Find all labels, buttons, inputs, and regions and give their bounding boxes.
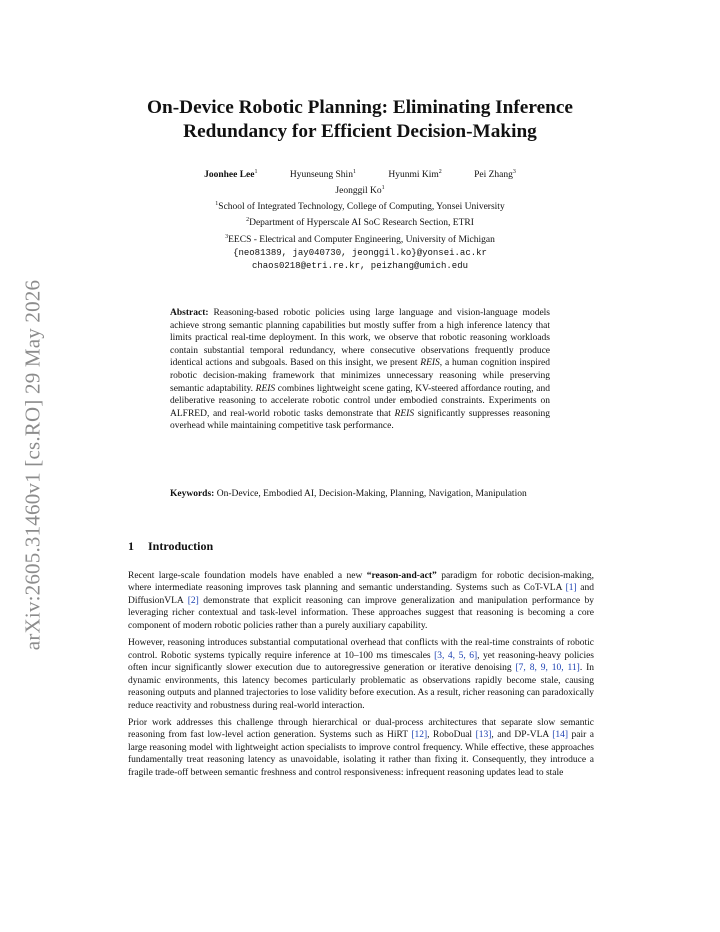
arxiv-identifier: arXiv:2605.31460v1 [cs.RO] 29 May 2026	[20, 279, 45, 651]
affiliation: $^2$Department of Hyperscale AI SoC Research Section, ETRI	[246, 217, 474, 229]
email-line[interactable]: {neo81389, jay040730, jeonggil.ko}@yonsei.ac.kr	[233, 247, 487, 258]
citation-link[interactable]: [2]	[187, 595, 199, 606]
author: Joonhee Lee$^1$	[204, 169, 258, 181]
author: Hyunmi Kim$^2$	[388, 169, 442, 181]
paragraph: Recent large-scale foundation models have enabled a new “reason-and-act” paradigm for robotic decision-making, where intermediate reasoning improves task planning and semantic understanding. Systems such as CoT-VLA [1] and DiffusionVLA [2] demonstrate that explicit reasoning can improve generalization and manipulation performance by leveraging richer contextual and task-level information. These approaches suggest that reasoning is becoming a core component of modern robotic policies rather than a purely auxiliary capability.	[128, 571, 595, 631]
arxiv-sidebar-stamp	[16, 258, 50, 672]
author: Pei Zhang$^3$	[474, 169, 516, 181]
body-text	[128, 570, 594, 784]
citation-link[interactable]: [12]	[411, 730, 428, 741]
paragraph: Prior work addresses this challenge through hierarchical or dual-process architectures that separate slow semantic reasoning from fast low-level action generation. Systems such as HiRT [12], RoboDual [13], and DP-VLA [14] pair a large reasoning model with lightweight action specialists to improve control frequency. While effective, these approaches fundamentally treat reasoning latency as unavoidable, isolating it rather than fixing it. Consequently, they introduce a fragile trade-off between semantic freshness and control responsiveness: infrequent reasoning updates lead to stale	[128, 717, 594, 778]
paragraph: However, reasoning introduces substantial computational overhead that conflicts with the real-time constraints of robotic control. Robotic systems typically require inference at 10–100 ms timescales [3, 4, 5, 6], yet reasoning-heavy policies often incur significantly slower execution due to autoregressive generation or iterative denoising [7, 8, 9, 10, 11]. In dynamic environments, this latency becomes particularly problematic as observations rapidly become stale, causing reasoning outputs and planned trajectories to lose validity before execution. As a result, richer reasoning can paradoxically reduce reactivity and robustness during real-world interaction.	[128, 638, 595, 711]
keywords: Keywords: On-Device, Embodied AI, Decision-Making, Planning, Navigation, Manipulation	[170, 489, 527, 499]
citation-link[interactable]: [13]	[475, 730, 492, 741]
author: Jeonggil Ko$^1$	[335, 185, 385, 197]
citation-link[interactable]: [14]	[552, 730, 569, 741]
author-block	[0, 166, 720, 273]
title-line-1: On-Device Robotic Planning: Eliminating Inference	[147, 97, 573, 118]
title-line-2: Redundancy for Efficient Decision-Making	[183, 121, 537, 142]
abstract: Abstract: Reasoning-based robotic policies using large language and vision-language models achieve strong semantic planning capabilities but mostly suffer from a high inference latency that limits practical real-time deployment. In this work, we observe that robotic reasoning workloads contain substantial temporal redundancy, where consecutive observations frequently produce identical actions and subgoals. Based on this insight, we present REIS, a human cognition inspired robotic decision-making framework that minimizes unnecessary reasoning while preserving semantic adaptability. REIS combines lightweight scene gating, KV-steered affordance routing, and deliberative reasoning to accelerate robotic control under embodied constraints. Experiments on ALFRED, and real-world robotic tasks demonstrate that REIS significantly suppresses reasoning overhead while maintaining competitive task performance.	[170, 308, 551, 432]
abstract-label: Abstract:	[170, 308, 209, 318]
citation-link[interactable]: [3, 4, 5, 6]	[434, 650, 478, 661]
section-heading: 1 Introduction	[128, 539, 214, 553]
affiliation: $^3$EECS - Electrical and Computer Engineering, University of Michigan	[225, 233, 495, 245]
keywords-label: Keywords:	[170, 489, 215, 499]
paper-title	[100, 96, 620, 144]
author: Hyunseung Shin$^1$	[289, 169, 356, 181]
citation-link[interactable]: [1]	[565, 583, 577, 594]
email-line[interactable]: chaos0218@etri.re.kr, peizhang@umich.edu	[251, 260, 469, 271]
citation-link[interactable]: [7, 8, 9, 10, 11]	[515, 663, 580, 674]
author-row	[0, 166, 720, 182]
affiliation: $^1$School of Integrated Technology, College of Computing, Yonsei University	[215, 201, 505, 213]
